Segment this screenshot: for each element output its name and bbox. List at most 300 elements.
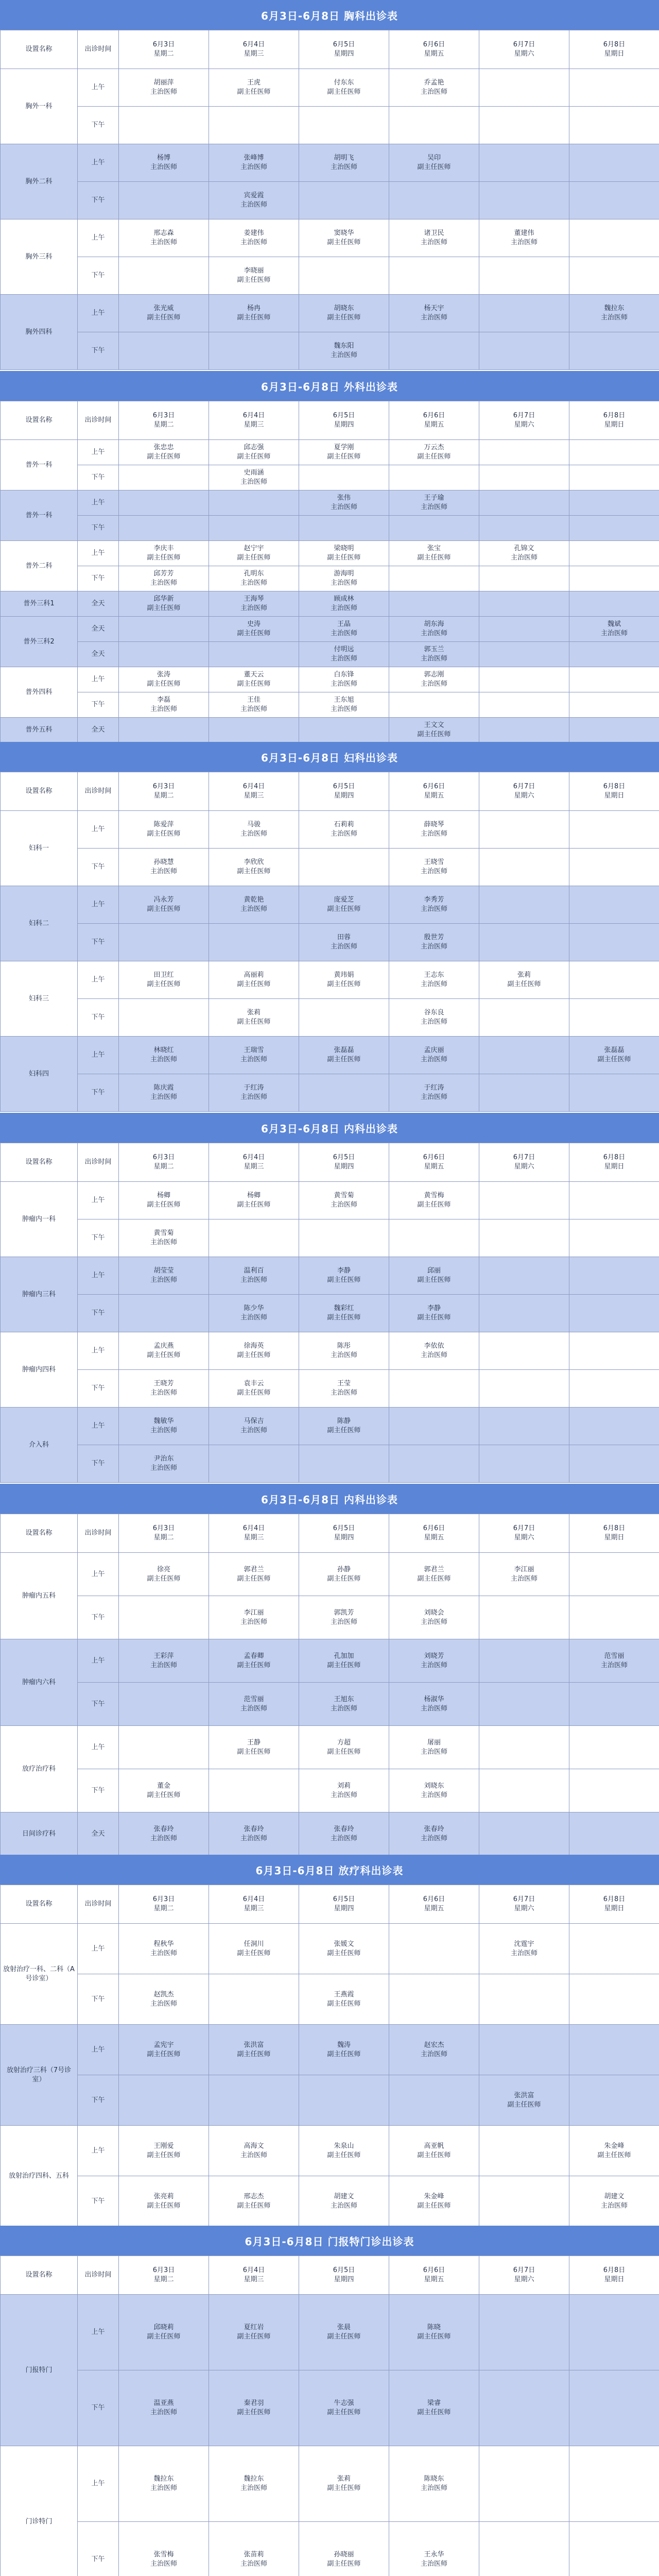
department-name: 普外五科	[1, 718, 78, 742]
doctor-cell: 邱志强 副主任医师	[209, 440, 299, 465]
department-name: 普外一科	[1, 440, 78, 490]
doctor-cell	[479, 999, 569, 1037]
doctor-cell: 张春玲 主治医师	[119, 1812, 209, 1855]
doctor-cell: 张晨 副主任医师	[299, 2295, 389, 2370]
doctor-cell: 方超 副主任医师	[299, 1726, 389, 1769]
table-row	[1, 219, 659, 257]
doctor-cell	[569, 490, 659, 516]
doctor-cell: 马保吉 主治医师	[209, 1408, 299, 1445]
doctor-cell: 白东锋 主治医师	[299, 667, 389, 692]
column-header: 6月8日 星期日	[569, 401, 659, 440]
doctor-cell: 张宝 副主任医师	[389, 541, 479, 566]
table-row	[1, 516, 659, 541]
table-row	[1, 1812, 659, 1855]
section-title: 6月3日-6月8日 妇科出诊表	[0, 742, 659, 772]
schedule-section	[0, 1113, 659, 1484]
doctor-cell: 李秀芳 主治医师	[389, 886, 479, 924]
doctor-cell: 张春玲 主治医师	[299, 1812, 389, 1855]
doctor-cell	[209, 2075, 299, 2126]
doctor-cell	[569, 692, 659, 718]
doctor-cell: 王永华 主治医师	[389, 2522, 479, 2576]
doctor-cell	[299, 2075, 389, 2126]
doctor-cell	[569, 144, 659, 182]
doctor-cell: 赵宁宇 副主任医师	[209, 541, 299, 566]
doctor-cell	[479, 667, 569, 692]
doctor-cell: 张磊磊 副主任医师	[569, 1037, 659, 1074]
section-title: 6月3日-6月8日 内科出诊表	[0, 1113, 659, 1143]
doctor-cell: 王瑞雪 主治医师	[209, 1037, 299, 1074]
doctor-cell: 张莉 副主任医师	[209, 999, 299, 1037]
doctor-cell	[389, 1974, 479, 2025]
column-header: 设置名称	[1, 2256, 78, 2295]
doctor-cell: 魏拉东 主治医师	[569, 295, 659, 332]
doctor-cell	[479, 1974, 569, 2025]
doctor-cell: 黄雪菊 主治医师	[299, 1182, 389, 1219]
doctor-cell	[119, 1683, 209, 1726]
session-time: 全天	[78, 617, 119, 642]
doctor-cell: 魏彩红 副主任医师	[299, 1295, 389, 1332]
table-row	[1, 1639, 659, 1683]
doctor-cell	[119, 1295, 209, 1332]
doctor-cell: 李静 副主任医师	[299, 1257, 389, 1295]
column-header: 出诊时间	[78, 1885, 119, 1924]
column-header: 6月5日 星期四	[299, 401, 389, 440]
table-row	[1, 999, 659, 1037]
doctor-cell	[569, 2446, 659, 2522]
session-time: 下午	[78, 1370, 119, 1408]
column-header: 6月4日 星期三	[209, 1514, 299, 1553]
column-header: 6月5日 星期四	[299, 1514, 389, 1553]
doctor-cell	[569, 1596, 659, 1639]
column-header: 6月7日 星期六	[479, 772, 569, 811]
doctor-cell: 孟庆丽 主治医师	[389, 1037, 479, 1074]
doctor-cell: 殷世芳 主治医师	[389, 924, 479, 961]
doctor-cell	[119, 332, 209, 370]
table-row	[1, 69, 659, 107]
session-time: 下午	[78, 2370, 119, 2446]
doctor-cell: 王东旭 主治医师	[299, 692, 389, 718]
column-header: 6月3日 星期二	[119, 2256, 209, 2295]
doctor-cell	[569, 219, 659, 257]
doctor-cell	[479, 516, 569, 541]
column-header: 设置名称	[1, 1885, 78, 1924]
doctor-cell: 高丽莉 副主任医师	[209, 961, 299, 999]
doctor-cell	[209, 642, 299, 667]
doctor-cell: 董建伟 主治医师	[479, 219, 569, 257]
doctor-cell	[569, 811, 659, 849]
section-title: 6月3日-6月8日 放疗科出诊表	[0, 1855, 659, 1885]
doctor-cell: 付东东 副主任医师	[299, 69, 389, 107]
doctor-cell: 田卫红 副主任医师	[119, 961, 209, 999]
session-time: 上午	[78, 2126, 119, 2176]
doctor-cell: 郭凯芳 主治医师	[299, 1596, 389, 1639]
doctor-cell: 魏涛 副主任医师	[299, 2025, 389, 2075]
doctor-cell: 魏拉东 主治医师	[209, 2446, 299, 2522]
doctor-cell	[299, 182, 389, 219]
doctor-cell	[479, 566, 569, 591]
doctor-cell	[569, 849, 659, 886]
table-row	[1, 144, 659, 182]
doctor-cell: 范雪丽 主治医师	[209, 1683, 299, 1726]
doctor-cell: 秦君羽 副主任医师	[209, 2370, 299, 2446]
session-time: 上午	[78, 1553, 119, 1596]
doctor-cell	[119, 1726, 209, 1769]
doctor-cell: 刘晓东 主治医师	[389, 1769, 479, 1812]
doctor-cell	[479, 2025, 569, 2075]
doctor-cell: 张磊磊 副主任医师	[299, 1037, 389, 1074]
table-row	[1, 2176, 659, 2226]
doctor-cell	[479, 1408, 569, 1445]
doctor-cell	[119, 617, 209, 642]
table-row	[1, 1074, 659, 1112]
doctor-cell	[389, 465, 479, 490]
doctor-cell	[479, 182, 569, 219]
doctor-cell	[569, 182, 659, 219]
doctor-cell	[209, 924, 299, 961]
doctor-cell	[479, 2446, 569, 2522]
schedule-table	[0, 1514, 659, 1855]
doctor-cell: 张春玲 主治医师	[209, 1812, 299, 1855]
doctor-cell: 屠丽 主治医师	[389, 1726, 479, 1769]
doctor-cell	[569, 999, 659, 1037]
doctor-cell: 李江丽 主治医师	[209, 1596, 299, 1639]
doctor-cell: 任洞川 副主任医师	[209, 1924, 299, 1974]
doctor-cell: 万云杰 副主任医师	[389, 440, 479, 465]
doctor-cell: 孔锦文 主治医师	[479, 541, 569, 566]
doctor-cell: 李江丽 主治医师	[479, 1553, 569, 1596]
doctor-cell	[569, 516, 659, 541]
doctor-cell: 于红涛 主治医师	[389, 1074, 479, 1112]
session-time: 上午	[78, 1257, 119, 1295]
doctor-cell: 王晓雪 主治医师	[389, 849, 479, 886]
column-header: 6月3日 星期二	[119, 401, 209, 440]
table-row	[1, 465, 659, 490]
table-row	[1, 2370, 659, 2446]
doctor-cell: 张亮莉 副主任医师	[119, 2176, 209, 2226]
doctor-cell: 董金 副主任医师	[119, 1769, 209, 1812]
doctor-cell: 孙晓丽 副主任医师	[299, 2522, 389, 2576]
session-time: 上午	[78, 1639, 119, 1683]
section-title: 6月3日-6月8日 内科出诊表	[0, 1484, 659, 1514]
doctor-cell	[389, 516, 479, 541]
doctor-cell: 陈庆霞 主治医师	[119, 1074, 209, 1112]
doctor-cell: 王彩萍 主治医师	[119, 1639, 209, 1683]
doctor-cell	[389, 1370, 479, 1408]
doctor-cell	[209, 1769, 299, 1812]
department-name: 日间诊疗科	[1, 1812, 78, 1855]
doctor-cell	[569, 642, 659, 667]
doctor-cell	[569, 1332, 659, 1370]
session-time: 下午	[78, 692, 119, 718]
doctor-cell: 吴印 副主任医师	[389, 144, 479, 182]
doctor-cell	[479, 1037, 569, 1074]
doctor-cell	[479, 1219, 569, 1257]
doctor-cell: 黄雪梅 副主任医师	[389, 1182, 479, 1219]
doctor-cell	[299, 1219, 389, 1257]
department-name: 普外二科	[1, 541, 78, 591]
doctor-cell	[209, 1219, 299, 1257]
doctor-cell: 徐海英 副主任医师	[209, 1332, 299, 1370]
doctor-cell: 袁丰云 副主任医师	[209, 1370, 299, 1408]
table-row	[1, 1924, 659, 1974]
column-header: 6月6日 星期五	[389, 2256, 479, 2295]
table-row	[1, 617, 659, 642]
doctor-cell	[389, 107, 479, 144]
session-time: 上午	[78, 295, 119, 332]
doctor-cell: 陈静 副主任医师	[299, 1408, 389, 1445]
doctor-cell	[569, 1445, 659, 1483]
department-name: 普外一科	[1, 490, 78, 541]
doctor-cell: 谷东良 主治医师	[389, 999, 479, 1037]
doctor-cell	[479, 440, 569, 465]
doctor-cell: 赵凯杰 主治医师	[119, 1974, 209, 2025]
schedule-table	[0, 772, 659, 1112]
schedule-section	[0, 0, 659, 371]
doctor-cell	[119, 182, 209, 219]
doctor-cell	[209, 1445, 299, 1483]
column-header: 出诊时间	[78, 30, 119, 69]
doctor-cell	[479, 1596, 569, 1639]
table-row	[1, 1769, 659, 1812]
column-header: 6月6日 星期五	[389, 1514, 479, 1553]
column-header: 6月7日 星期六	[479, 401, 569, 440]
doctor-cell: 顾成林 主治医师	[299, 591, 389, 617]
doctor-cell	[299, 1074, 389, 1112]
doctor-cell	[479, 1074, 569, 1112]
doctor-cell	[209, 718, 299, 742]
session-time: 上午	[78, 69, 119, 107]
doctor-cell	[119, 1596, 209, 1639]
doctor-cell: 王旭东 主治医师	[299, 1683, 389, 1726]
table-row	[1, 961, 659, 999]
doctor-cell: 王莹 主治医师	[299, 1370, 389, 1408]
doctor-cell: 郭玉兰 主治医师	[389, 642, 479, 667]
doctor-cell	[569, 1219, 659, 1257]
doctor-cell: 张洪富 副主任医师	[479, 2075, 569, 2126]
header-row	[1, 1514, 659, 1553]
doctor-cell	[569, 1074, 659, 1112]
doctor-cell: 朱泉山 副主任医师	[299, 2126, 389, 2176]
doctor-cell	[569, 1408, 659, 1445]
doctor-cell: 王虎 副主任医师	[209, 69, 299, 107]
department-name: 妇科三	[1, 961, 78, 1037]
header-row	[1, 1143, 659, 1182]
column-header: 6月6日 星期五	[389, 401, 479, 440]
doctor-cell: 王燕霞 副主任医师	[299, 1974, 389, 2025]
column-header: 6月8日 星期日	[569, 1143, 659, 1182]
doctor-cell	[299, 257, 389, 295]
doctor-cell: 郭君兰 副主任医师	[209, 1553, 299, 1596]
column-header: 6月4日 星期三	[209, 401, 299, 440]
doctor-cell: 张忠忠 副主任医师	[119, 440, 209, 465]
table-row	[1, 1596, 659, 1639]
session-time: 下午	[78, 1445, 119, 1483]
doctor-cell: 孙晓慧 主治医师	[119, 849, 209, 886]
doctor-cell: 林晓红 主治医师	[119, 1037, 209, 1074]
table-row	[1, 811, 659, 849]
doctor-cell: 魏拉东 主治医师	[119, 2446, 209, 2522]
doctor-cell: 张春玲 主治医师	[389, 1812, 479, 1855]
doctor-cell: 黄乾艳 主治医师	[209, 886, 299, 924]
doctor-cell: 李欣欣 副主任医师	[209, 849, 299, 886]
column-header: 6月5日 星期四	[299, 1143, 389, 1182]
doctor-cell: 李静 副主任医师	[389, 1295, 479, 1332]
doctor-cell	[569, 1726, 659, 1769]
doctor-cell: 郭君兰 副主任医师	[389, 1553, 479, 1596]
doctor-cell	[479, 924, 569, 961]
doctor-cell	[119, 718, 209, 742]
doctor-cell: 张莉 副主任医师	[479, 961, 569, 999]
doctor-cell	[479, 886, 569, 924]
table-row	[1, 1257, 659, 1295]
doctor-cell: 夏红岩 副主任医师	[209, 2295, 299, 2370]
schedule-table	[0, 401, 659, 742]
doctor-cell	[569, 1370, 659, 1408]
doctor-cell: 范雪丽 主治医师	[569, 1639, 659, 1683]
doctor-cell	[569, 2522, 659, 2576]
doctor-cell: 马骏 主治医师	[209, 811, 299, 849]
doctor-cell: 邢志杰 副主任医师	[209, 2176, 299, 2226]
doctor-cell: 乔孟艳 主治医师	[389, 69, 479, 107]
doctor-cell	[569, 924, 659, 961]
schedule-table	[0, 1143, 659, 1483]
column-header: 6月6日 星期五	[389, 1885, 479, 1924]
table-row	[1, 2126, 659, 2176]
doctor-cell	[119, 999, 209, 1037]
doctor-cell: 李依依 主治医师	[389, 1332, 479, 1370]
session-time: 上午	[78, 490, 119, 516]
department-name: 肿瘤内六科	[1, 1639, 78, 1726]
doctor-cell: 冯永芳 副主任医师	[119, 886, 209, 924]
doctor-cell	[479, 107, 569, 144]
column-header: 出诊时间	[78, 2256, 119, 2295]
doctor-cell	[569, 332, 659, 370]
doctor-cell: 孙静 副主任医师	[299, 1553, 389, 1596]
doctor-cell: 张苗莉 主治医师	[209, 2522, 299, 2576]
doctor-cell: 温亚燕 主治医师	[119, 2370, 209, 2446]
doctor-cell: 胡丽萍 主治医师	[119, 69, 209, 107]
doctor-cell: 王志东 主治医师	[389, 961, 479, 999]
doctor-cell	[479, 1639, 569, 1683]
table-row	[1, 924, 659, 961]
doctor-cell	[389, 182, 479, 219]
column-header: 6月8日 星期日	[569, 1514, 659, 1553]
doctor-cell: 张媛文 副主任医师	[299, 1924, 389, 1974]
header-row	[1, 30, 659, 69]
column-header: 6月7日 星期六	[479, 30, 569, 69]
doctor-cell	[569, 718, 659, 742]
doctor-cell: 陈晓 副主任医师	[389, 2295, 479, 2370]
schedule-section	[0, 371, 659, 742]
table-row	[1, 1553, 659, 1596]
doctor-cell: 杨淑华 主治医师	[389, 1683, 479, 1726]
doctor-cell	[299, 718, 389, 742]
doctor-cell: 窦晓华 副主任医师	[299, 219, 389, 257]
doctor-cell	[389, 1408, 479, 1445]
doctor-cell	[299, 107, 389, 144]
table-row	[1, 107, 659, 144]
table-row	[1, 718, 659, 742]
schedule-table	[0, 1885, 659, 2226]
doctor-cell	[119, 642, 209, 667]
doctor-cell: 于红涛 主治医师	[209, 1074, 299, 1112]
table-row	[1, 182, 659, 219]
doctor-cell: 刘莉 主治医师	[299, 1769, 389, 1812]
doctor-cell	[299, 1445, 389, 1483]
table-row	[1, 2522, 659, 2576]
column-header: 6月3日 星期二	[119, 772, 209, 811]
table-row	[1, 332, 659, 370]
doctor-cell: 史雨涵 主治医师	[209, 465, 299, 490]
doctor-cell	[119, 490, 209, 516]
doctor-cell	[209, 1974, 299, 2025]
doctor-cell: 邱丽 副主任医师	[389, 1257, 479, 1295]
doctor-cell: 杨卿 副主任医师	[209, 1182, 299, 1219]
column-header: 6月4日 星期三	[209, 2256, 299, 2295]
doctor-cell: 梁晓明 副主任医师	[299, 541, 389, 566]
doctor-cell	[569, 2025, 659, 2075]
column-header: 出诊时间	[78, 1143, 119, 1182]
table-row	[1, 1370, 659, 1408]
doctor-cell	[569, 566, 659, 591]
header-row	[1, 401, 659, 440]
doctor-cell	[569, 1257, 659, 1295]
session-time: 下午	[78, 332, 119, 370]
doctor-cell: 石莉莉 主治医师	[299, 811, 389, 849]
column-header: 6月8日 星期日	[569, 772, 659, 811]
doctor-cell	[569, 1974, 659, 2025]
session-time: 下午	[78, 849, 119, 886]
doctor-cell: 魏斌 主治医师	[569, 617, 659, 642]
doctor-cell: 张涛 副主任医师	[119, 667, 209, 692]
session-time: 下午	[78, 257, 119, 295]
table-row	[1, 692, 659, 718]
table-row	[1, 1182, 659, 1219]
table-row	[1, 2075, 659, 2126]
session-time: 下午	[78, 1683, 119, 1726]
doctor-cell: 邱芳芳 主治医师	[119, 566, 209, 591]
session-time: 下午	[78, 999, 119, 1037]
table-row	[1, 591, 659, 617]
doctor-cell	[479, 1726, 569, 1769]
doctor-cell: 刘晓会 主治医师	[389, 1596, 479, 1639]
session-time: 上午	[78, 1182, 119, 1219]
doctor-cell: 孟宪宇 副主任医师	[119, 2025, 209, 2075]
column-header: 设置名称	[1, 30, 78, 69]
doctor-cell	[479, 617, 569, 642]
header-row	[1, 1885, 659, 1924]
doctor-cell	[479, 718, 569, 742]
doctor-cell: 魏东阳 主治医师	[299, 332, 389, 370]
doctor-cell	[569, 961, 659, 999]
doctor-cell: 高海文 主治医师	[209, 2126, 299, 2176]
doctor-cell	[209, 107, 299, 144]
table-row	[1, 1219, 659, 1257]
department-name: 肿瘤内五科	[1, 1553, 78, 1639]
session-time: 上午	[78, 541, 119, 566]
schedule-section	[0, 1484, 659, 1855]
doctor-cell	[569, 1683, 659, 1726]
doctor-cell: 王刚爱 副主任医师	[119, 2126, 209, 2176]
doctor-cell	[479, 1182, 569, 1219]
doctor-cell: 胡建文 主治医师	[569, 2176, 659, 2226]
doctor-cell	[569, 1553, 659, 1596]
table-row	[1, 2446, 659, 2522]
doctor-cell	[569, 541, 659, 566]
column-header: 出诊时间	[78, 772, 119, 811]
department-name: 放疗治疗科	[1, 1726, 78, 1812]
doctor-cell: 魏敏华 主治医师	[119, 1408, 209, 1445]
